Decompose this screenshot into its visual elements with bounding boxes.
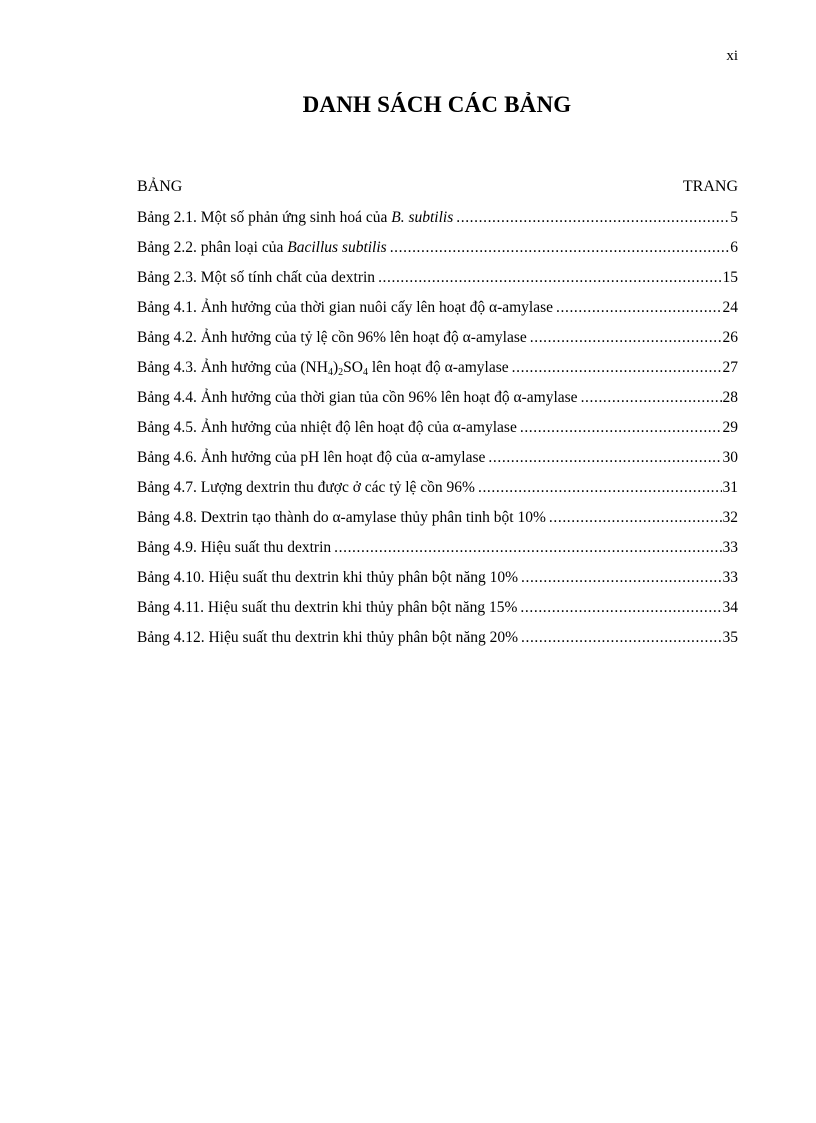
toc-entry[interactable] (137, 387, 738, 417)
toc-entry-page: 5 (730, 209, 738, 226)
dot-leader (521, 627, 722, 649)
toc-entry[interactable] (137, 237, 738, 267)
toc-entry-page: 33 (722, 569, 738, 586)
toc-entry-title-segment: Bảng 4.6. Ảnh hưởng của pH lên hoạt độ của α-amylase (137, 449, 486, 466)
dot-leader (378, 267, 721, 289)
toc-entry[interactable] (137, 417, 738, 447)
column-label-page: TRANG (682, 178, 738, 195)
toc-entry-page: 29 (722, 419, 738, 436)
toc-entry-page: 33 (722, 539, 738, 556)
toc-entry-title-segment: SO (343, 359, 363, 376)
toc-entry-page: 35 (722, 629, 738, 646)
toc-entry-title (137, 567, 518, 589)
toc-entry-page: 32 (722, 509, 738, 526)
toc-entry[interactable] (137, 447, 738, 477)
toc-entry-title (137, 237, 387, 259)
toc-entry-page: 27 (722, 359, 738, 376)
dot-leader (488, 447, 721, 469)
toc-entry-page: 28 (722, 389, 738, 406)
toc-entry-title-segment: 2 (338, 367, 344, 378)
dot-leader (556, 297, 721, 319)
toc-entry-title-segment: Bảng 4.11. Hiệu suất thu dextrin khi thủy phân bột năng 15% (137, 599, 518, 616)
toc-entry[interactable] (137, 597, 738, 627)
toc-entry-title-segment: 4 (362, 367, 368, 378)
toc-entry-page: 6 (730, 239, 738, 256)
toc-entry-title (137, 267, 375, 289)
toc-entry[interactable] (137, 537, 738, 567)
toc-entry-title-segment: Bảng 4.3. Ảnh hưởng của (NH (137, 359, 328, 376)
dot-leader (456, 207, 729, 229)
toc-entry[interactable] (137, 327, 738, 357)
toc-entry-title-segment: lên hoạt độ α-amylase (367, 359, 509, 376)
toc-entry-title (137, 357, 509, 379)
toc-entry-title-segment: Bảng 4.7. Lượng dextrin thu được ở các tỷ lệ cồn 96% (137, 479, 475, 496)
toc-entry-title-segment: Bacillus subtilis (287, 239, 387, 256)
dot-leader (521, 567, 722, 589)
toc-entry-title (137, 417, 517, 439)
toc-entry-title-segment: ) (332, 359, 339, 376)
toc-entry-title (137, 537, 331, 559)
toc-entry-title-segment: Bảng 2.3. Một số tính chất của dextrin (137, 269, 376, 286)
toc-entry-title (137, 327, 527, 349)
toc-entry-page: 30 (722, 449, 738, 466)
dot-leader (581, 387, 722, 409)
toc-entry-title-segment: Bảng 4.12. Hiệu suất thu dextrin khi thủy phân bột năng 20% (137, 629, 518, 646)
toc-entry[interactable] (137, 207, 738, 237)
toc-entry-page: 31 (722, 479, 738, 496)
toc-entry-page: 26 (722, 329, 738, 346)
toc-entry[interactable] (137, 267, 738, 297)
toc-entry[interactable] (137, 357, 738, 387)
toc-entry-title-segment: Bảng 4.8. Dextrin tạo thành do α-amylase thủy phân tinh bột 10% (137, 509, 546, 526)
toc-entry-title-segment: Bảng 4.1. Ảnh hưởng của thời gian nuôi cấy lên hoạt độ α-amylase (137, 299, 554, 316)
dot-leader (549, 507, 722, 529)
list-header (137, 178, 738, 196)
dot-leader (478, 477, 722, 499)
page-number: xi (726, 48, 738, 64)
toc-entry-title-segment: Bảng 4.10. Hiệu suất thu dextrin khi thủy phân bột năng 10% (137, 569, 518, 586)
table-of-tables (137, 207, 738, 657)
toc-entry[interactable] (137, 567, 738, 597)
column-label-table: BẢNG (137, 178, 183, 195)
toc-entry-title (137, 627, 518, 649)
toc-entry-title-segment: 4 (327, 367, 333, 378)
toc-entry-title-segment: Bảng 2.2. phân loại của (137, 239, 288, 256)
toc-entry[interactable] (137, 477, 738, 507)
toc-entry[interactable] (137, 507, 738, 537)
toc-entry-title-segment: Bảng 4.5. Ảnh hưởng của nhiệt độ lên hoạt độ của α-amylase (137, 419, 517, 436)
dot-leader (390, 237, 730, 259)
toc-entry-page: 24 (722, 299, 738, 316)
toc-entry-title (137, 597, 517, 619)
dot-leader (512, 357, 722, 379)
page-title: DANH SÁCH CÁC BẢNG (302, 92, 572, 117)
toc-entry-title (137, 477, 475, 499)
toc-entry-page: 34 (722, 599, 738, 616)
toc-entry-title (137, 447, 485, 469)
toc-entry-title (137, 297, 553, 319)
toc-entry-title (137, 507, 546, 529)
dot-leader (520, 417, 722, 439)
toc-entry-title (137, 207, 453, 229)
toc-entry[interactable] (137, 297, 738, 327)
dot-leader (520, 597, 721, 619)
toc-entry-page: 15 (722, 269, 738, 286)
toc-entry-title-segment: Bảng 4.9. Hiệu suất thu dextrin (137, 539, 332, 556)
toc-entry-title-segment: Bảng 4.2. Ảnh hưởng của tỷ lệ cồn 96% lên hoạt độ α-amylase (137, 329, 527, 346)
toc-entry-title-segment: Bảng 2.1. Một số phản ứng sinh hoá của (137, 209, 392, 226)
dot-leader (334, 537, 721, 559)
toc-entry-title-segment: Bảng 4.4. Ảnh hưởng của thời gian tủa cồn 96% lên hoạt độ α-amylase (137, 389, 578, 406)
dot-leader (530, 327, 722, 349)
toc-entry[interactable] (137, 627, 738, 657)
toc-entry-title-segment: B. subtilis (391, 209, 454, 226)
toc-entry-title (137, 387, 578, 409)
